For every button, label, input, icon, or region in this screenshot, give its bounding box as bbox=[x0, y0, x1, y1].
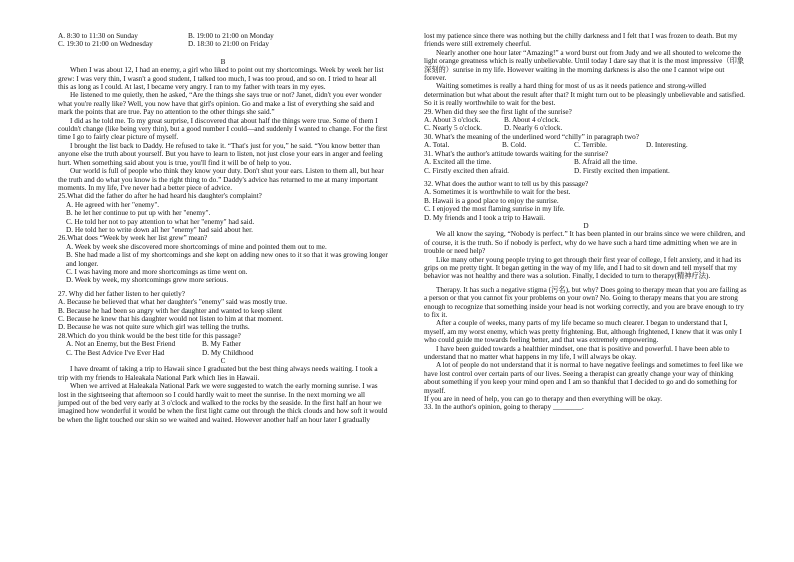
question-29-stem: 29. When did they see the first light of the sunrise? bbox=[424, 107, 572, 116]
q28-option-d: D. My Childhood bbox=[202, 348, 254, 357]
question-25-stem: 25.What did the father do after he had heard his daughter's complaint? bbox=[58, 192, 262, 201]
q31-option-d: D. Firstly excited then impatient. bbox=[574, 166, 670, 175]
question-33-stem: 33. In the author's opinion, going to therapy ________. bbox=[424, 403, 584, 412]
q30-option-c: C. Terrible. bbox=[574, 141, 607, 150]
q30-option-d: D. Interesting. bbox=[646, 141, 688, 150]
left-column bbox=[58, 0, 388, 424]
q32-option-a: A. Sometimes it is worthwhile to wait for the best. bbox=[424, 188, 571, 197]
q32-option-d: D. My friends and I took a trip to Hawaii. bbox=[424, 213, 546, 222]
q28-options-row-2 bbox=[58, 349, 388, 357]
question-26-stem: 26.What does “Week by week her list grew” mean? bbox=[58, 234, 208, 243]
section-b-heading: B bbox=[220, 57, 226, 66]
q26-option-d: D. Week by week, my shortcomings grew more serious. bbox=[66, 276, 229, 285]
passage-c-cont-para-3: Waiting sometimes is really a hard thing for most of us as it needs patience and strong-willed determination but what about the result after that? It might turn out to be pleasingly unbelievable and satisfied. So it is really worthwhile to wait for the best. bbox=[424, 82, 745, 108]
q25-option-a: A. He agreed with her "enemy". bbox=[66, 200, 160, 209]
q25-option-b: B. he let her continue to put up with her "enemy". bbox=[66, 209, 211, 218]
passage-d-para-4: After a couple of weeks, many parts of my life became so much clearer. I began to understand that I, myself, am my worst enemy, which was pretty frightening. But, although frightened, I knew that it was only I who could guide me towards feeling better, and that was extremely empowering. bbox=[424, 319, 742, 345]
q31-option-a: A. Excited all the time. bbox=[424, 158, 492, 167]
question-30-stem: 30. What's the meaning of the underlined word “chilly” in paragraph two? bbox=[424, 132, 639, 141]
q31-option-c: C. Firstly excited then afraid. bbox=[424, 166, 509, 175]
q27-option-c: C. Because he knew that his daughter would not listen to him at that moment. bbox=[58, 315, 284, 323]
q26-option-a: A. Week by week she discovered more shortcomings of mine and pointed them out to me. bbox=[66, 242, 327, 251]
option-d: D. 18:30 to 21:00 on Friday bbox=[188, 40, 269, 49]
section-c-heading: C bbox=[220, 357, 226, 366]
right-column bbox=[424, 0, 748, 412]
q28-option-b: B. My Father bbox=[202, 340, 241, 349]
q31-options-row-1 bbox=[424, 158, 748, 166]
option-b: B. 19:00 to 21:00 on Monday bbox=[188, 32, 274, 40]
q29-options-row-2 bbox=[424, 124, 748, 132]
q30-options bbox=[424, 141, 748, 149]
passage-d-para-6: A lot of people do not understand that it is normal to have negative feelings and sometimes to feel like we have lost control over certain parts of our lives. Seeing a therapist can greatly change your way of thinking about something if you keep your mind open and I am so thankful that I decided to go and do something for myself. bbox=[424, 361, 743, 395]
question-32-stem: 32. What does the author want to tell us by this passage? bbox=[424, 179, 589, 188]
q31-options-row-2 bbox=[424, 167, 748, 175]
question-28-stem: 28.Which do you think would be the best title for this passage? bbox=[58, 331, 241, 340]
passage-b-para-2: He listened to me quietly, then he asked, “Are the things she says true or not? Janet, didn't you ever wonder what you're really like? Well, you now have that girl's opinion. Go and make a list of everything she said and mark the points that are true. Pay no attention to the other things she said.” bbox=[58, 91, 382, 117]
prev-options-row-2 bbox=[58, 40, 388, 48]
q28-option-a: A. Not an Enemy, but the Best Friend bbox=[66, 340, 176, 349]
question-31-stem: 31. What's the author's attitude towards waiting for the sunrise? bbox=[424, 149, 609, 158]
q28-options-row-1 bbox=[58, 340, 388, 348]
q25-option-c: C. He told her not to pay attention to what her "enemy" had said. bbox=[66, 217, 255, 226]
q29-option-a: A. About 3 o'clock. bbox=[424, 116, 481, 125]
q27-option-d: D. Because he was not quite sure which girl was telling the truths. bbox=[58, 323, 250, 332]
passage-d-para-3: Therapy. It has such a negative stigma (污名), but why? Does going to therapy mean that you are failing as a person or that you cannot fix your problems on your own? No. Going to therapy means that you are strong enough to recognize that something inside your head is not working correctly, and you are brave enough to try to fix it. bbox=[424, 285, 747, 319]
passage-b-para-1: When I was about 12, I had an enemy, a girl who liked to point out my shortcomings. Week by week her list grew: I was very thin, I wasn't a good student, I talked too much, I was too proud, and so on. I tried to hear all this as long as I could. At last, I became very angry. I ran to my father with tears in my eyes. bbox=[58, 66, 384, 92]
q25-option-d: D. He told her to write down all her "enemy" had said about her. bbox=[66, 225, 253, 234]
q32-option-c: C. I enjoyed the most flaming sunrise in my life. bbox=[424, 205, 565, 214]
passage-b-para-5: Our world is full of people who think they know your duty. Don't shut your ears. Listen to them all, but hear the truth and do what you know is the right thing to do.” Daddy's advice has returned to me at many important moments. In my life, I've never had a better piece of advice. bbox=[58, 167, 384, 192]
q29-options-row-1 bbox=[424, 116, 748, 124]
passage-c-para-2: When we arrived at Haleakala National Park we were suggested to watch the early morning sunrise. I was lost in the sightseeing that afternoon so I could hardly wait to meet the sunrise. In the next morning we all jumped out of the bed very early at 3 o'clock and walked to the rocks by the seaside. In the first half an hour we imagined how wonderful it would be when the first light came out through the thick clouds and how soft it would be when the light touched our skin so we waited and waited. However another half an hour later I gradually bbox=[58, 382, 388, 424]
option-c: C. 19:30 to 21:00 on Wednesday bbox=[58, 40, 153, 49]
passage-b-para-3: I did as he told me. To my great surprise, I discovered that about half the things were true. Some of them I couldn't change (like being very thin), but a good number I could—and suddenly I wanted to change. For the first time I go to fairly clear picture of myself. bbox=[58, 116, 388, 142]
passage-b-para-4: I brought the list back to Daddy. He refused to take it. “That's just for you,” he said. “You know better than anyone else the truth about yourself. But you have to learn to listen, not just close your ears in anger and feeling hurt. When something said about you is true, you'll find it will be of help to you. bbox=[58, 141, 383, 167]
q26-option-c: C. I was having more and more shortcomings as time went on. bbox=[66, 267, 248, 276]
passage-c-cont-para-2: Nearly another one hour later “Amazing!” a word burst out from Judy and we all shouted to welcome the light orange greatness which is really unbelievable. Until today I dare say that it is the most impressive（印象深刻的）sunrise in my life. However waiting in the morning darkness is also the one I cannot wipe out forever. bbox=[424, 48, 745, 83]
q30-option-b: B. Cold. bbox=[502, 141, 527, 150]
q27-option-a: A. Because he believed that what her daughter's "enemy" said was mostly true. bbox=[58, 298, 288, 307]
q28-option-c: C. The Best Advice I've Ever Had bbox=[66, 348, 165, 357]
passage-c-para-1: I have dreamt of taking a trip to Hawaii since I graduated but the best thing always needs waiting. I took a trip with my friends to Haleakala National Park which lies in Hawaii. bbox=[58, 365, 378, 382]
passage-d-para-1: We all know the saying, “Nobody is perfect.” It has been planted in our brains since we were children, and of course, it is the truth. So if nobody is perfect, why do we have such a hard time admitting when we are in trouble or need help? bbox=[424, 230, 746, 256]
q29-option-b: B. About 4 o'clock. bbox=[504, 116, 560, 125]
section-d-heading: D bbox=[583, 221, 589, 230]
q32-option-b: B. Hawaii is a good place to enjoy the sunrise. bbox=[424, 196, 559, 205]
q26-option-b: B. She had made a list of my shortcomings and she kept on adding new ones to it so that it was growing longer and longer. bbox=[66, 251, 388, 268]
prev-options-row-1 bbox=[58, 32, 388, 40]
q31-option-b: B. Afraid all the time. bbox=[574, 158, 638, 167]
passage-c-cont-para-1: lost my patience since there was nothing but the chilly darkness and I felt that I was frozen to death. But my friends were still extremely cheerful. bbox=[424, 32, 738, 49]
q29-option-c: C. Nearly 5 o'clock. bbox=[424, 124, 482, 133]
passage-d-para-5: I have been guided towards a healthier mindset, one that is positive and powerful. I have been able to understand that no matter what happens in my life, I will always be okay. bbox=[424, 344, 730, 362]
q30-option-a: A. Total. bbox=[424, 141, 450, 150]
q29-option-d: D. Nearly 6 o'clock. bbox=[504, 124, 563, 133]
question-27-stem: 27. Why did her father listen to her quietly? bbox=[58, 289, 185, 298]
option-a: A. 8:30 to 11:30 on Sunday bbox=[58, 32, 138, 40]
passage-d-para-7: If you are in need of help, you can go to therapy and then everything will be okay. bbox=[424, 395, 663, 404]
q27-option-b: B. Because he had been so angry with her daughter and wanted to keep silent bbox=[58, 306, 283, 315]
passage-d-para-2: Like many other young people trying to get through their first year of college, I felt anxiety, and it had its grips on me pretty tight. It began getting in the way of my life, and I had to sit down and tell myself that my behavior was not healthy and there was a solution. Finally, I decided to turn to therapy(精神疗法). bbox=[424, 255, 742, 281]
